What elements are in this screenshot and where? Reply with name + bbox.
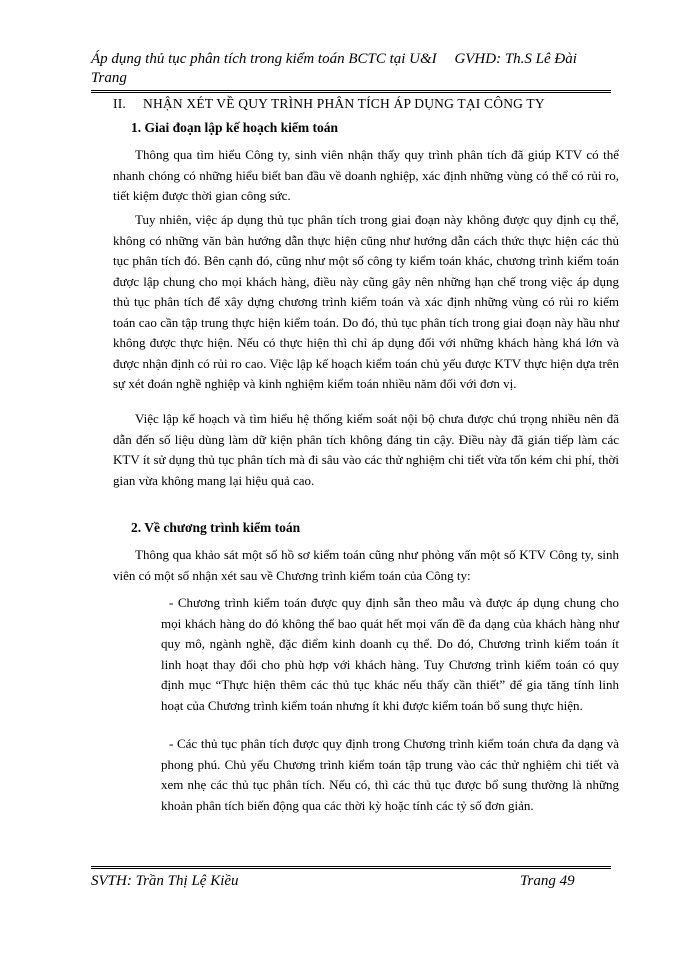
part2-heading: 2. Về chương trình kiểm toán [131,520,301,535]
header-advisor: GVHD: Th.S Lê Đài Trang [91,51,577,86]
running-header [91,50,601,88]
footer-student: SVTH: Trần Thị Lệ Kiều [91,873,239,889]
part2-bullet: - Các thủ tục phân tích được quy định trong Chương trình kiểm toán chưa đa dạng và phong phú. Chủ yếu Chương trình kiểm toán tập trung vào các thử nghiệm chi tiết và xem nhẹ các thủ tục phân tích. Nếu có, thì các thủ tục được bổ sung thường là những khoản phân tích biến động qua các thời kỳ hoặc tính các tỷ số đơn giản. [161,736,619,813]
footer-page-number: Trang 49 [520,873,575,889]
part1-heading: 1. Giai đoạn lập kế hoạch kiểm toán [131,120,339,135]
header-title: Áp dụng thủ tục phân tích trong kiểm toán BCTC tại U&I [91,51,437,67]
section-number: II. [113,96,126,111]
section-heading [113,96,545,112]
part1-paragraph: Việc lập kế hoạch và tìm hiểu hệ thống kiểm soát nội bộ chưa được chú trọng nhiều nên đã dẫn đến số liệu dùng làm dữ kiện phân tích không đáng tin cậy. Điều này đã gián tiếp làm các KTV ít sử dụng thủ tục phân tích mà đi sâu vào các thử nghiệm chi tiết vừa tốn kém chi phí, thời gian vừa không mang lại hiệu quả cao. [113,411,619,488]
part1-paragraph: Tuy nhiên, việc áp dụng thủ tục phân tích trong giai đoạn này không được quy định cụ thể, không có những văn bản hướng dẫn thực hiện cũng như hướng dẫn cách thức thực hiện các thủ tục phân tích đó. Bên cạnh đó, cũng như một số công ty kiểm toán khác, chương trình kiểm toán được lập chung cho mọi khách hàng, điều này cũng gây nên những hạn chế trong việc áp dụng thủ tục phân tích để xây dựng chương trình kiểm toán và xác định những vùng có rủi ro kiểm toán cao cần tập trung thực hiện kiểm toán. Do đó, thủ tục phân tích trong giai đoạn này hầu như không được thực hiện. Nếu có thực hiện thì chỉ áp dụng đối với những khách hàng khá lớn và được nhận định có rủi ro cao. Việc lập kế hoạch kiểm toán chủ yếu được KTV thực hiện dựa trên sự xét đoán nghề nghiệp và kinh nghiệm kiểm toán nhiều năm đối với đơn vị. [113,212,619,391]
header-divider [91,90,611,93]
part1-paragraph: Thông qua tìm hiểu Công ty, sinh viên nhận thấy quy trình phân tích đã giúp KTV có thể nhanh chóng có những hiểu biết ban đầu về doanh nghiệp, xác định những vùng có thể có rủi ro, tiết kiệm được thời gian công sức. [113,147,619,203]
footer-divider [91,866,611,869]
part2-intro: Thông qua khảo sát một số hồ sơ kiểm toán cũng như phỏng vấn một số KTV Công ty, sinh viên có một số nhận xét sau về Chương trình kiểm toán của Công ty: [113,547,619,583]
section-title: NHẬN XÉT VỀ QUY TRÌNH PHÂN TÍCH ÁP DỤNG TẠI CÔNG TY [143,96,545,111]
part2-bullet: - Chương trình kiểm toán được quy định sẵn theo mẫu và được áp dụng chung cho mọi khách hàng do đó không thể bao quát hết mọi vấn đề đa dạng của khách hàng như quy mô, ngành nghề, đặc điểm kinh doanh cụ thể. Do đó, Chương trình kiểm toán ít linh hoạt thay đổi cho phù hợp với khách hàng. Tuy Chương trình kiểm toán có quy định mục “Thực hiện thêm các thủ tục khác nếu thấy cần thiết” để gia tăng tính linh hoạt của Chương trình kiểm toán nhưng ít khi được kiểm toán bổ sung thực hiện. [161,595,619,713]
